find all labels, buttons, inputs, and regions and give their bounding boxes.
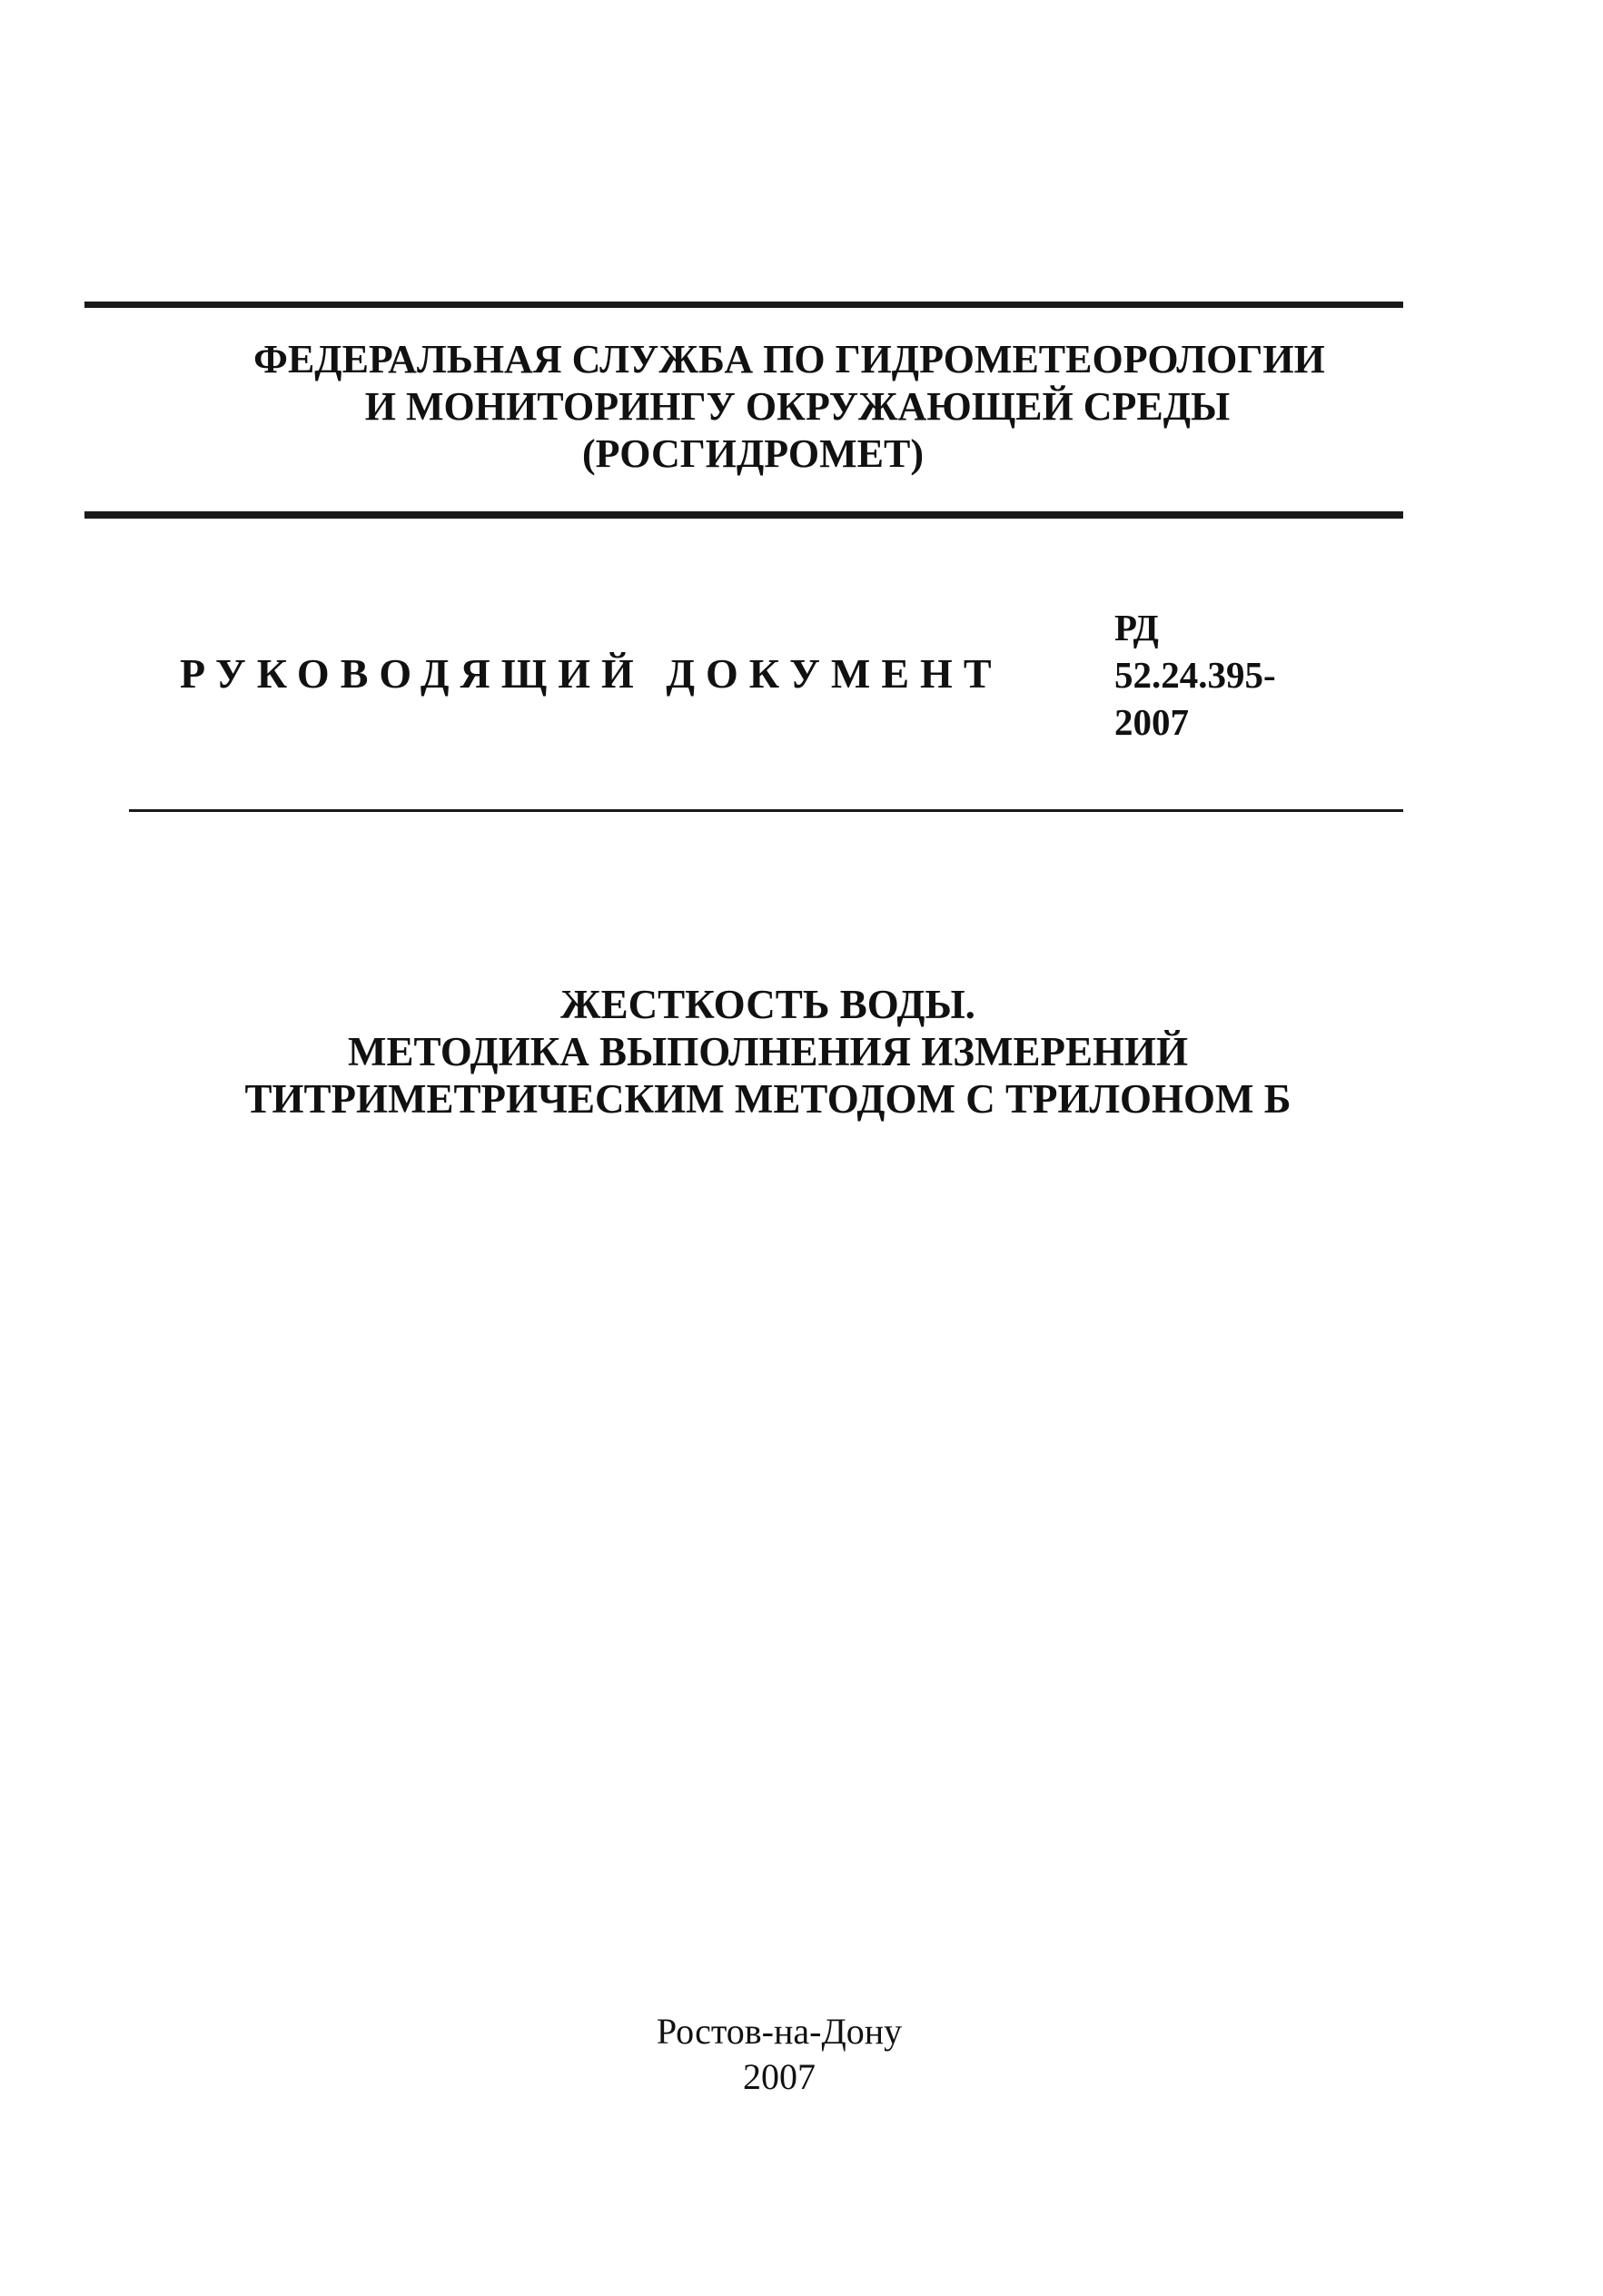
document-type-rule bbox=[129, 809, 1403, 812]
publication-footer bbox=[0, 2009, 1558, 2100]
organization-line-1: ФЕДЕРАЛЬНАЯ СЛУЖБА ПО ГИДРОМЕТЕОРОЛОГИИ bbox=[253, 337, 1325, 381]
document-code-year: 2007 bbox=[1114, 701, 1189, 743]
title-line-3: ТИТРИМЕТРИЧЕСКИМ МЕТОДОМ С ТРИЛОНОМ Б bbox=[244, 1076, 1291, 1122]
document-code-number: 52.24.395- bbox=[1114, 654, 1276, 696]
title-line-2: МЕТОДИКА ВЫПОЛНЕНИЯ ИЗМЕРЕНИЙ bbox=[347, 1029, 1189, 1074]
organization-header bbox=[84, 336, 1403, 478]
title-line-1: ЖЕСТКОСТЬ ВОДЫ. bbox=[560, 982, 975, 1027]
publication-city: Ростов-на-Дону bbox=[656, 2011, 903, 2052]
document-code-prefix: РД bbox=[1114, 607, 1159, 648]
document-type: РУКОВОДЯЩИЙ ДОКУМЕНТ bbox=[180, 650, 1003, 697]
organization-line-3: (РОСГИДРОМЕТ) bbox=[581, 431, 925, 476]
publication-year: 2007 bbox=[743, 2056, 816, 2097]
document-title bbox=[84, 981, 1451, 1123]
header-bottom-rule bbox=[84, 511, 1403, 519]
top-rule bbox=[84, 302, 1403, 308]
document-code bbox=[1114, 604, 1276, 746]
organization-line-2: И МОНИТОРИНГУ ОКРУЖАЮЩЕЙ СРЕДЫ bbox=[364, 384, 1231, 429]
